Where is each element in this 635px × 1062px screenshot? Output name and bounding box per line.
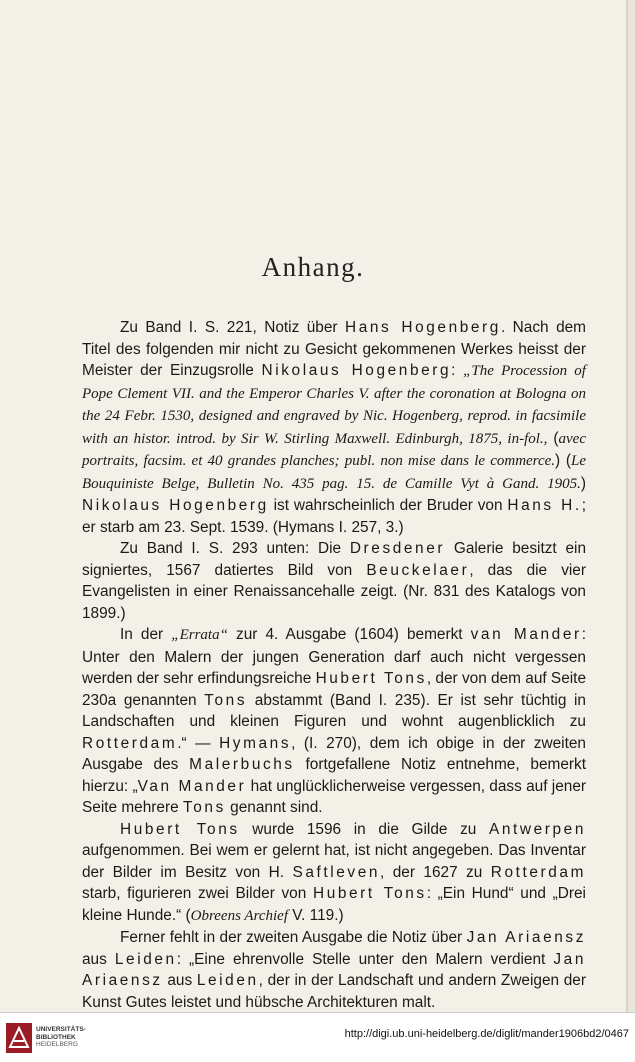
text-run: „The Procession of Pope Clement VII. and the Emperor Charles V. after the coronation at Bologna on the 24 Febr. 1530, designed and engraved by Nic. Hogenberg, reprod. in facsimile with an histor. introd. by Sir W. Stirling Maxwell. Edinburgh, 1875, in-fol.,: [82, 363, 586, 447]
text-run: , der 1627 zu: [380, 863, 491, 881]
text-run: aufgenommen. Bei wem er gelernt hat, ist nicht angegeben. Das Inventar der Bilder im Besitz von H.: [82, 842, 586, 881]
page-title: Anhang.: [261, 252, 365, 282]
text-run: Obreens Archief: [190, 907, 288, 924]
text-run: Hubert Tons: [120, 820, 240, 838]
text-run: , der von dem auf Seite 230a genannten: [82, 670, 587, 709]
text-run: , der in der Landschaft und andern Zweigen der Kunst Gutes leistet und hübsche Architekturen malt.: [82, 972, 586, 1011]
text-run: Ferner fehlt in der zweiten Ausgabe die Notiz über: [120, 929, 467, 946]
text-run: (: [547, 429, 559, 447]
library-logo-icon: [6, 1023, 32, 1053]
text-run: Beuckelaer: [366, 561, 470, 579]
paragraph: [82, 624, 586, 819]
text-run: van Mander: [470, 626, 582, 643]
text-run: :: [451, 362, 464, 379]
library-name: [36, 1026, 86, 1049]
text-run: Galerie besitzt ein signiertes, 1567 datiertes Bild von: [82, 540, 587, 579]
text-run: : „Ein Hund“ und „Drei kleine Hunde.“ (: [82, 885, 586, 924]
text-run: Zu Band I. S. 293 unten: Die: [120, 540, 350, 557]
text-run: Malerbuchs: [189, 756, 295, 773]
body-text: [82, 317, 586, 1013]
text-run: Van Mander: [137, 777, 247, 795]
source-url-link[interactable]: http://digi.ub.uni-heidelberg.de/diglit/mander1906bd2/0467: [344, 1028, 629, 1040]
text-run: Leiden: [196, 972, 259, 989]
text-run: Hubert Tons: [315, 670, 427, 687]
text-run: Jan Ariaensz: [82, 950, 586, 989]
text-run: avec portraits, facsim. et 40 grandes planches; publ. non mise dans le commerce.: [82, 430, 586, 469]
text-run: ): [580, 474, 586, 492]
text-run: : Unter den Malern der jungen Generation darf auch nicht vergessen werden der sehr erfindungsreiche: [82, 626, 586, 687]
text-run: In der: [120, 626, 172, 643]
text-run: fortgefallene Notiz entnehme, bemerkt hierzu: „: [82, 756, 587, 795]
paragraph: [82, 538, 586, 624]
text-run: Le Bouquiniste Belge, Bulletin No. 435 pag. 15. de Camille Vyt à Gand. 1905.: [82, 453, 586, 492]
paragraph: [82, 927, 586, 1013]
text-run: zur 4. Ausgabe (1604) bemerkt: [227, 626, 471, 643]
text-run: wurde 1596 in die Gilde zu: [239, 820, 490, 838]
text-run: aus: [162, 972, 197, 989]
text-run: Tons: [204, 691, 248, 709]
text-run: Hubert Tons: [312, 885, 427, 902]
text-run: , das die vier Evangelisten in einer Renaissancehalle zeigt. (Nr. 831 des Katalogs von 1899.): [82, 561, 586, 622]
footer-bar: [0, 1012, 635, 1062]
text-run: ; er starb am 23. Sept. 1539. (Hymans I. 257, 3.): [82, 497, 586, 536]
library-line-3: HEIDELBERG: [36, 1041, 78, 1048]
text-run: Rotterdam: [82, 734, 178, 752]
text-run: Nikolaus Hogenberg: [82, 497, 269, 514]
text-run: starb, figurieren zwei Bilder von: [82, 885, 313, 902]
text-run: ist wahrscheinlich der Bruder von: [268, 497, 508, 514]
text-run: ) (: [555, 452, 571, 469]
paragraph: [82, 819, 586, 928]
text-run: .“ —: [177, 734, 220, 752]
text-run: Dresdener: [349, 540, 446, 557]
library-line-2: BIBLIOTHEK: [36, 1033, 76, 1041]
text-run: V. 119.): [288, 906, 344, 924]
text-run: Saftleven: [292, 863, 381, 881]
library-line-1: UNIVERSITÄTS-: [36, 1026, 86, 1033]
text-run: abstammt (Band I. 235). Er ist sehr tüchtig in Landschaften und kleinen Figuren und wohnt augenblicklich zu: [82, 691, 586, 730]
text-run: aus: [82, 950, 115, 968]
text-run: . Nach dem Titel des folgenden mir nicht zu Gesicht gekommenen Werkes heisst der Meister der Einzugsrolle: [82, 319, 587, 379]
text-run: Hans H.: [507, 497, 582, 514]
text-run: hat unglücklicherweise vergessen, dass auf jener Seite mehrere: [82, 777, 587, 816]
text-run: Nikolaus Hogenberg: [261, 362, 452, 379]
text-run: , (I. 270), dem ich obige in der zweiten Ausgabe des: [82, 734, 586, 773]
text-run: Hans Hogenberg: [345, 319, 501, 336]
text-run: genannt sind.: [225, 799, 323, 816]
text-run: : „Eine ehrenvolle Stelle unter den Malern verdient: [176, 950, 554, 968]
text-run: Antwerpen: [489, 820, 586, 838]
text-run: Leiden: [114, 950, 177, 968]
paragraph: [82, 317, 586, 538]
text-run: Tons: [182, 799, 226, 816]
text-run: Zu Band I. S. 221, Notiz über: [120, 319, 345, 336]
text-run: Rotterdam: [490, 863, 586, 881]
text-run: „Errata“: [171, 627, 228, 643]
text-run: Jan Ariaensz: [466, 929, 586, 946]
text-run: Hymans: [219, 734, 292, 752]
